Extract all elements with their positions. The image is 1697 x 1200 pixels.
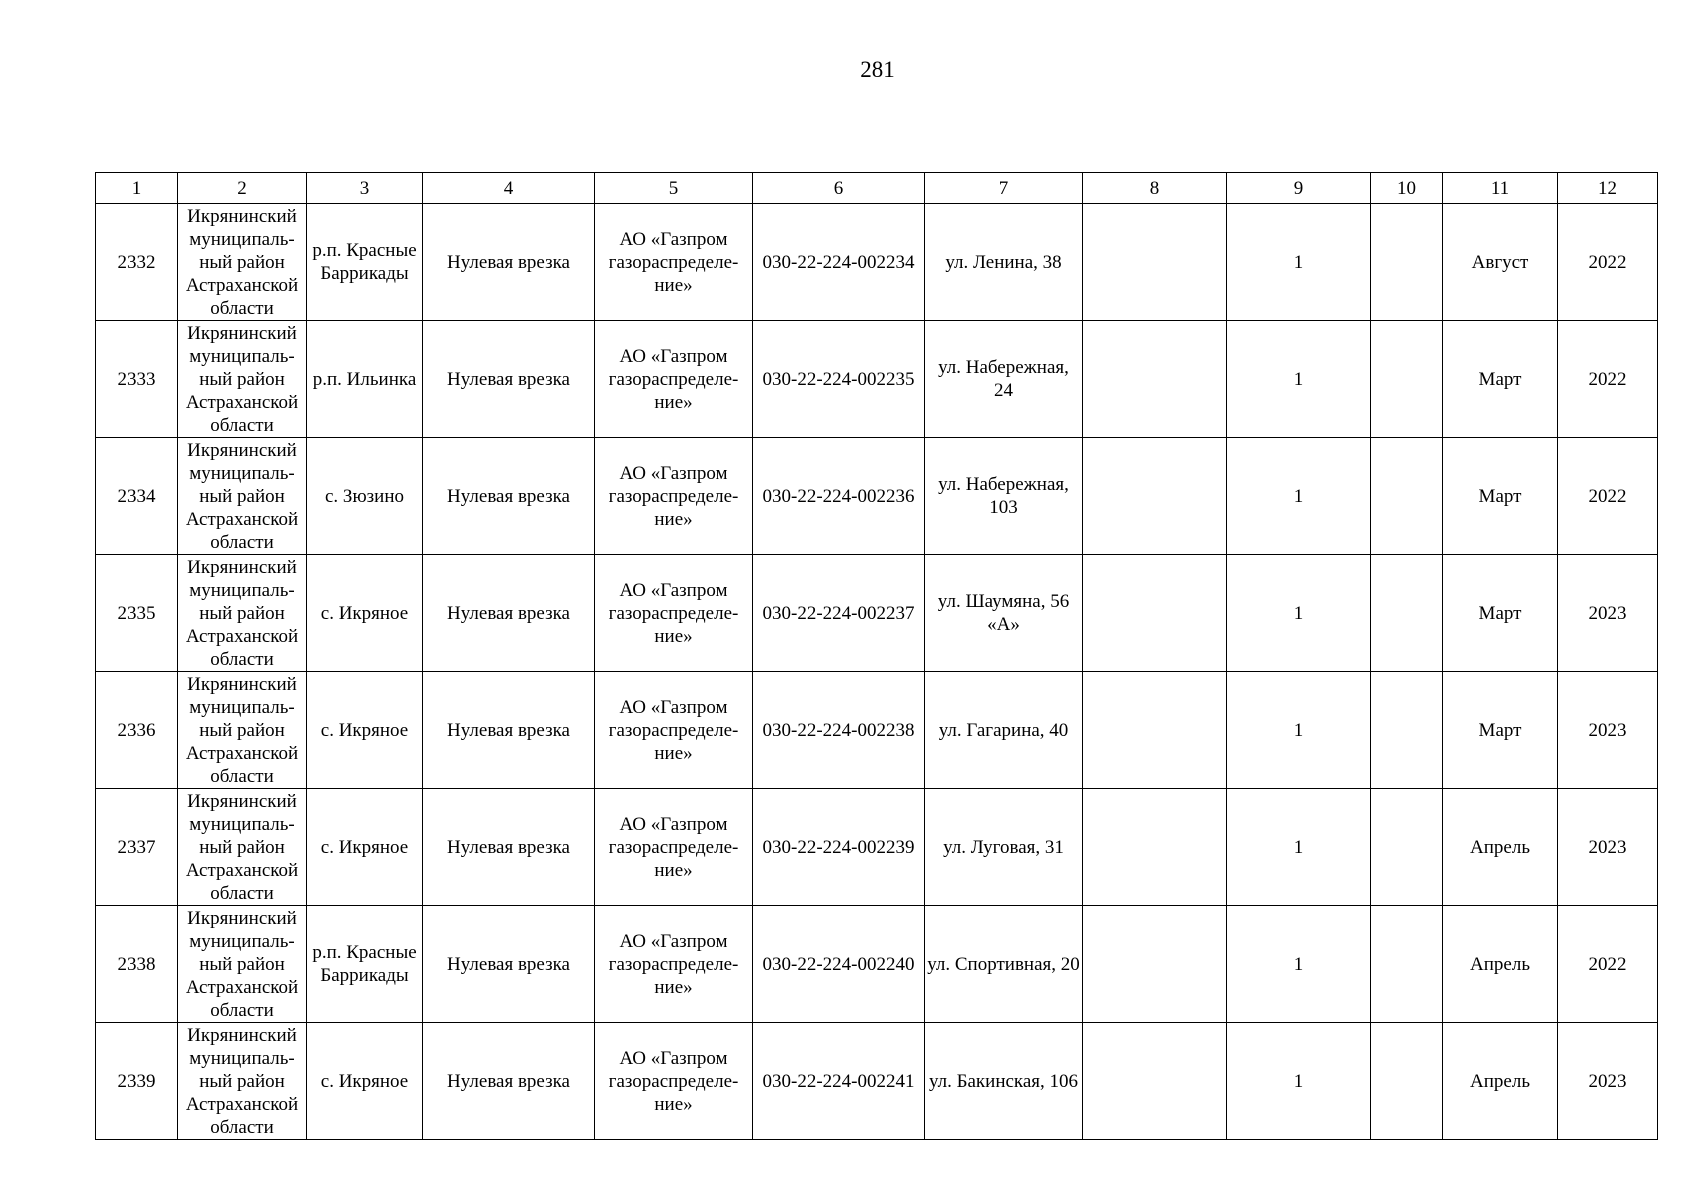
column-header: 9 <box>1227 173 1371 204</box>
address-cell: ул. Луговая, 31 <box>925 789 1083 906</box>
quantity-cell: 1 <box>1227 204 1371 321</box>
page-number: 281 <box>860 57 895 82</box>
address-cell: ул. Набережная, 103 <box>925 438 1083 555</box>
row-number: 2334 <box>96 438 178 555</box>
work-type-cell: Нулевая врезка <box>423 906 595 1023</box>
row-number: 2338 <box>96 906 178 1023</box>
month-cell: Апрель <box>1443 789 1558 906</box>
work-type-cell: Нулевая врезка <box>423 672 595 789</box>
organization-cell: АО «Газпром газораспределе-ние» <box>595 555 753 672</box>
municipality-cell: Икрянинский муниципаль-ный район Астраханской области <box>178 789 307 906</box>
row-number: 2333 <box>96 321 178 438</box>
column-header: 12 <box>1558 173 1658 204</box>
settlement-cell: с. Икряное <box>307 789 423 906</box>
settlement-cell: с. Икряное <box>307 672 423 789</box>
empty-cell <box>1083 672 1227 789</box>
empty-cell <box>1083 204 1227 321</box>
empty-cell <box>1371 906 1443 1023</box>
object-code-cell: 030-22-224-002236 <box>753 438 925 555</box>
table-row <box>96 789 1658 906</box>
municipality-cell: Икрянинский муниципаль-ный район Астраханской области <box>178 321 307 438</box>
municipality-cell: Икрянинский муниципаль-ный район Астраханской области <box>178 555 307 672</box>
object-code-cell: 030-22-224-002239 <box>753 789 925 906</box>
year-cell: 2022 <box>1558 204 1658 321</box>
data-table <box>95 172 1658 1140</box>
quantity-cell: 1 <box>1227 555 1371 672</box>
row-number: 2337 <box>96 789 178 906</box>
organization-cell: АО «Газпром газораспределе-ние» <box>595 204 753 321</box>
object-code-cell: 030-22-224-002241 <box>753 1023 925 1140</box>
year-cell: 2023 <box>1558 555 1658 672</box>
settlement-cell: с. Зюзино <box>307 438 423 555</box>
organization-cell: АО «Газпром газораспределе-ние» <box>595 438 753 555</box>
month-cell: Апрель <box>1443 1023 1558 1140</box>
empty-cell <box>1083 1023 1227 1140</box>
work-type-cell: Нулевая врезка <box>423 789 595 906</box>
organization-cell: АО «Газпром газораспределе-ние» <box>595 906 753 1023</box>
month-cell: Март <box>1443 438 1558 555</box>
quantity-cell: 1 <box>1227 321 1371 438</box>
month-cell: Март <box>1443 672 1558 789</box>
year-cell: 2023 <box>1558 789 1658 906</box>
empty-cell <box>1371 555 1443 672</box>
table-row <box>96 321 1658 438</box>
empty-cell <box>1371 321 1443 438</box>
table-row <box>96 204 1658 321</box>
settlement-cell: с. Икряное <box>307 555 423 672</box>
object-code-cell: 030-22-224-002238 <box>753 672 925 789</box>
empty-cell <box>1371 672 1443 789</box>
address-cell: ул. Ленина, 38 <box>925 204 1083 321</box>
empty-cell <box>1083 438 1227 555</box>
column-header: 8 <box>1083 173 1227 204</box>
municipality-cell: Икрянинский муниципаль-ный район Астраханской области <box>178 1023 307 1140</box>
object-code-cell: 030-22-224-002234 <box>753 204 925 321</box>
year-cell: 2022 <box>1558 438 1658 555</box>
work-type-cell: Нулевая врезка <box>423 321 595 438</box>
empty-cell <box>1083 789 1227 906</box>
work-type-cell: Нулевая врезка <box>423 438 595 555</box>
address-cell: ул. Бакинская, 106 <box>925 1023 1083 1140</box>
year-cell: 2023 <box>1558 672 1658 789</box>
address-cell: ул. Шаумяна, 56 «А» <box>925 555 1083 672</box>
work-type-cell: Нулевая врезка <box>423 555 595 672</box>
quantity-cell: 1 <box>1227 906 1371 1023</box>
empty-cell <box>1083 906 1227 1023</box>
column-header: 7 <box>925 173 1083 204</box>
settlement-cell: р.п. Красные Баррикады <box>307 906 423 1023</box>
column-header: 5 <box>595 173 753 204</box>
month-cell: Март <box>1443 321 1558 438</box>
column-header: 3 <box>307 173 423 204</box>
month-cell: Апрель <box>1443 906 1558 1023</box>
quantity-cell: 1 <box>1227 438 1371 555</box>
table-row <box>96 906 1658 1023</box>
table-row <box>96 1023 1658 1140</box>
quantity-cell: 1 <box>1227 672 1371 789</box>
empty-cell <box>1371 1023 1443 1140</box>
organization-cell: АО «Газпром газораспределе-ние» <box>595 1023 753 1140</box>
quantity-cell: 1 <box>1227 1023 1371 1140</box>
object-code-cell: 030-22-224-002235 <box>753 321 925 438</box>
table-row <box>96 555 1658 672</box>
table-row <box>96 672 1658 789</box>
municipality-cell: Икрянинский муниципаль-ный район Астраханской области <box>178 438 307 555</box>
organization-cell: АО «Газпром газораспределе-ние» <box>595 672 753 789</box>
settlement-cell: р.п. Красные Баррикады <box>307 204 423 321</box>
column-header: 4 <box>423 173 595 204</box>
address-cell: ул. Набережная, 24 <box>925 321 1083 438</box>
empty-cell <box>1371 789 1443 906</box>
empty-cell <box>1371 438 1443 555</box>
column-header: 1 <box>96 173 178 204</box>
column-header: 2 <box>178 173 307 204</box>
empty-cell <box>1371 204 1443 321</box>
settlement-cell: с. Икряное <box>307 1023 423 1140</box>
work-type-cell: Нулевая врезка <box>423 1023 595 1140</box>
year-cell: 2022 <box>1558 906 1658 1023</box>
address-cell: ул. Гагарина, 40 <box>925 672 1083 789</box>
column-header: 11 <box>1443 173 1558 204</box>
year-cell: 2022 <box>1558 321 1658 438</box>
row-number: 2336 <box>96 672 178 789</box>
header-row <box>96 173 1658 204</box>
empty-cell <box>1083 321 1227 438</box>
column-header: 6 <box>753 173 925 204</box>
municipality-cell: Икрянинский муниципаль-ный район Астраханской области <box>178 672 307 789</box>
row-number: 2339 <box>96 1023 178 1140</box>
table-row <box>96 438 1658 555</box>
year-cell: 2023 <box>1558 1023 1658 1140</box>
address-cell: ул. Спортивная, 20 <box>925 906 1083 1023</box>
row-number: 2332 <box>96 204 178 321</box>
organization-cell: АО «Газпром газораспределе-ние» <box>595 321 753 438</box>
empty-cell <box>1083 555 1227 672</box>
column-header: 10 <box>1371 173 1443 204</box>
quantity-cell: 1 <box>1227 789 1371 906</box>
municipality-cell: Икрянинский муниципаль-ный район Астраханской области <box>178 906 307 1023</box>
object-code-cell: 030-22-224-002240 <box>753 906 925 1023</box>
object-code-cell: 030-22-224-002237 <box>753 555 925 672</box>
row-number: 2335 <box>96 555 178 672</box>
month-cell: Август <box>1443 204 1558 321</box>
organization-cell: АО «Газпром газораспределе-ние» <box>595 789 753 906</box>
work-type-cell: Нулевая врезка <box>423 204 595 321</box>
settlement-cell: р.п. Ильинка <box>307 321 423 438</box>
month-cell: Март <box>1443 555 1558 672</box>
municipality-cell: Икрянинский муниципаль-ный район Астраханской области <box>178 204 307 321</box>
